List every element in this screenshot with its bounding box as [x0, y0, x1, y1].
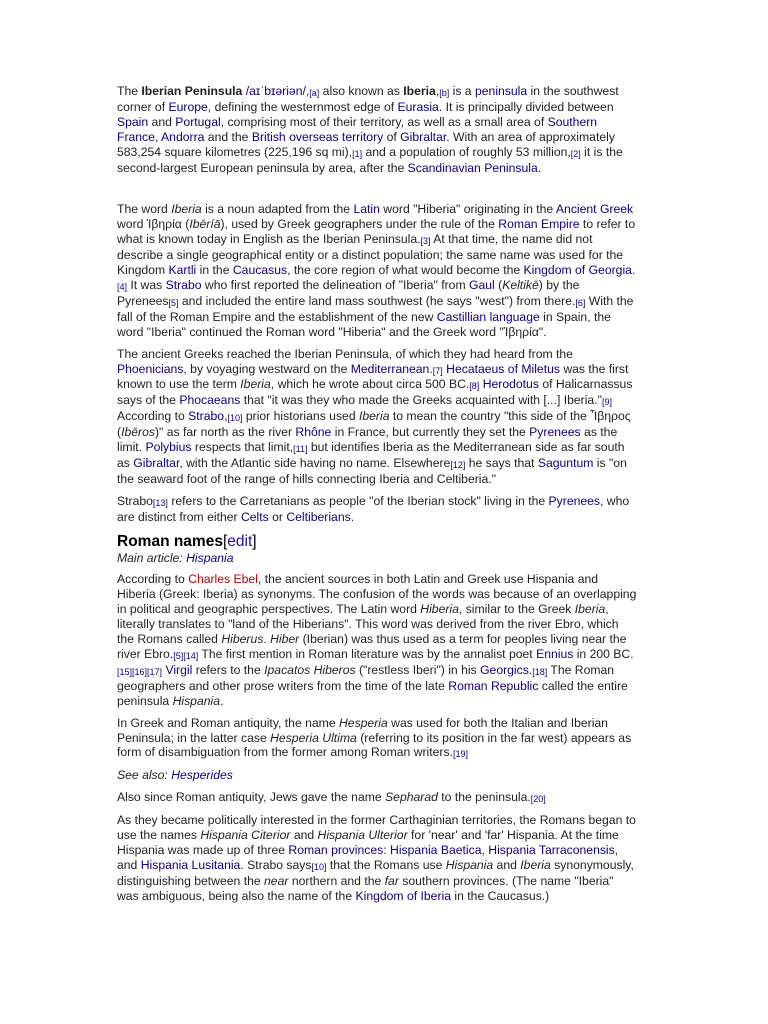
text-run: According to [117, 409, 189, 424]
text-run: , [154, 129, 162, 144]
text-run: . [631, 263, 636, 278]
text-run: . [263, 632, 271, 647]
link-strabo[interactable]: Strabo [165, 277, 202, 292]
italic-text: Ibēríā [189, 217, 221, 232]
main-article-link[interactable]: Hispania [186, 550, 234, 565]
text-run: , by voyaging westward on the [183, 361, 351, 376]
text-run: to refer to what is known today in English as the Iberian Peninsula. [117, 217, 636, 247]
italic-text: far [384, 873, 399, 888]
text-run: and [493, 857, 521, 872]
text-run: At that time, the name did not describe a single geographical entity or a distinct population; the same name was used for the Kingdom [117, 232, 624, 278]
text-run: for 'near' and 'far' Hispania. At the time Hispania was made up of three [117, 828, 619, 857]
link-hispania-tarraconensis[interactable]: Hispania Tarraconensis [488, 842, 615, 857]
text-run: is a noun adapted from the [201, 202, 354, 217]
text-run: and the [204, 129, 252, 144]
italic-text: Ipacatos Hiberos [264, 662, 356, 677]
text-run: . [537, 160, 542, 175]
link-roman-provinces[interactable]: Roman provinces [288, 842, 384, 857]
link-virgil[interactable]: Virgil [165, 662, 193, 677]
text-run: Also since Roman antiquity, Jews gave the name [117, 790, 386, 805]
link-british-overseas-territory[interactable]: British overseas territory [251, 129, 384, 144]
link-latin[interactable]: Latin [353, 202, 380, 217]
link-gibraltar[interactable]: Gibraltar [133, 455, 180, 470]
section-heading-roman-names [117, 532, 637, 551]
citation-ref[interactable]: [3] [420, 236, 431, 247]
citation-ref[interactable]: [2] [570, 148, 581, 159]
link-mediterranean[interactable]: Mediterranean [350, 361, 430, 376]
italic-text: Hiber [270, 632, 300, 647]
text-run: ), used by Greek geographers under the rule of the [220, 217, 499, 232]
citation-ref[interactable]: [17] [147, 666, 163, 677]
edit-bracket-open: [ [222, 532, 228, 550]
see-also-hatnote [117, 768, 637, 783]
italic-text: Iberia [240, 377, 271, 392]
text-run: to the peninsula. [437, 790, 531, 805]
text-run: , which he wrote about circa 500 BC. [270, 377, 470, 392]
link-scandinavian-peninsula[interactable]: Scandinavian Peninsula [407, 160, 538, 175]
italic-text: Iberia [520, 857, 551, 872]
text-run: , comprising most of their territory, as well as a small area of [220, 114, 548, 129]
link-charles-ebel[interactable]: Charles Ebel [188, 572, 258, 587]
text-run: As they became politically interested in the former Carthaginian territories, the Romans began to use the names [117, 813, 636, 843]
text-run: In Greek and Roman antiquity, the name [117, 715, 339, 730]
citation-ref[interactable]: [1] [352, 148, 363, 159]
link-ancient-greek[interactable]: Ancient Greek [555, 202, 634, 217]
italic-text: Keltikē [502, 277, 539, 292]
citation-ref[interactable]: [15] [117, 666, 133, 677]
main-article-hatnote [117, 551, 637, 566]
link-gibraltar[interactable]: Gibraltar [400, 129, 447, 144]
italic-text: Hispania Ulterior [317, 828, 408, 843]
see-also-link[interactable]: Hesperides [171, 768, 233, 783]
text-run: prior historians used [242, 409, 359, 424]
italic-text: near [264, 873, 289, 888]
link-portugal[interactable]: Portugal [175, 114, 221, 129]
paragraph-carretanians [117, 494, 637, 525]
link-spain[interactable]: Spain [117, 114, 149, 129]
citation-ref[interactable]: [5] [173, 651, 184, 661]
text-run: to mean the country "this side of the Ἶβηρος ( [117, 409, 631, 440]
text-run: , similar to the Greek [458, 602, 575, 617]
link-gaul[interactable]: Gaul [468, 277, 495, 292]
citation-ref[interactable]: [6] [575, 297, 586, 308]
link-pyrenees[interactable]: Pyrenees [548, 493, 601, 508]
text-run: The word [117, 202, 172, 217]
text-run: synonymously, distinguishing between the [117, 857, 634, 888]
text-run: word "Hiberia" originating in the [379, 202, 556, 217]
paragraph-sepharad [117, 790, 637, 806]
text-run: and included the entire land mass southwest (he says "west") from there. [178, 293, 576, 308]
link-polybius[interactable]: Polybius [145, 440, 192, 455]
text-run: word Ἰβηρία ( [117, 217, 190, 232]
citation-ref[interactable]: [5] [168, 297, 179, 308]
text-run: in 200 BC. [573, 647, 634, 661]
text-run: , [435, 84, 440, 98]
link-eurasia[interactable]: Eurasia [397, 99, 439, 114]
text-run: , the ancient sources in both Latin and Greek use Hispania and Hiberia (Greek: Iberia) as synonyms. The confusion of the words was because of an overlapping in political and geographic perspectives. The Latin word [117, 572, 637, 617]
link-southern-france[interactable]: Southern France [117, 114, 598, 144]
citation-ref[interactable]: [10] [227, 413, 243, 424]
link-kingdom-of-georgia[interactable]: Kingdom of Georgia [523, 263, 632, 278]
link-herodotus[interactable]: Herodotus [482, 377, 539, 392]
text-run: (referring to its position in the far west) appears as form of disambiguation from the former among Roman writers. [117, 730, 632, 760]
text-run: of [383, 129, 401, 144]
text-run: , [224, 409, 228, 424]
text-run: in Spain, the word "Iberia" continued the Roman word "Hiberia" and the Greek word "Ἰβηρία". [117, 309, 611, 339]
citation-ref[interactable]: [13] [152, 497, 168, 508]
link-saguntum[interactable]: Saguntum [537, 455, 594, 470]
text-run: in the [196, 263, 233, 278]
text-run: ( [494, 277, 503, 292]
text-run: . It is principally divided between [438, 99, 614, 114]
text-run: ("restless Iberi") in his [355, 662, 481, 677]
italic-text: Iberia [171, 202, 202, 217]
text-run: , defining the westernmost edge of [207, 99, 398, 114]
citation-ref[interactable]: [b] [439, 88, 450, 98]
text-run: as the limit. [117, 425, 618, 455]
citation-ref[interactable]: [a] [309, 88, 320, 98]
paragraph-hesperia [117, 716, 637, 762]
paragraph-etymology [117, 202, 637, 339]
text-run: in France, but currently they set the [331, 425, 530, 440]
hatnote-prefix: Main article: [117, 550, 187, 565]
link-europe[interactable]: Europe [168, 99, 208, 114]
paragraph-greeks [117, 347, 637, 487]
citation-ref[interactable]: [19] [452, 749, 468, 760]
link-hecataeus-of-miletus[interactable]: Hecataeus of Miletus [446, 361, 560, 376]
text-run: was the first known to use the term [117, 361, 629, 392]
text-run: it is the second-largest European peninsula by area, after the [117, 144, 623, 175]
text-run: , [305, 84, 310, 98]
link-roman-empire[interactable]: Roman Empire [498, 217, 580, 232]
citation-ref[interactable]: [14] [183, 651, 199, 661]
text-run: , who are distinct from either [117, 493, 630, 524]
text-run: , the core region of what would become the [287, 263, 524, 278]
text-run: refers to the [192, 662, 265, 677]
link-strabo[interactable]: Strabo [188, 409, 225, 424]
bold-term: Iberian Peninsula [141, 84, 243, 98]
italic-text: Hispania [445, 857, 494, 872]
text-run: and [148, 114, 176, 129]
text-run: . [220, 693, 224, 708]
text-run: or [268, 509, 287, 524]
text-run: With the fall of the Roman Empire and the establishment of the new [117, 293, 634, 324]
citation-ref[interactable]: [12] [450, 459, 466, 470]
text-run: The first mention in Roman literature was by the annalist poet [198, 647, 537, 661]
link-ennius[interactable]: Ennius [536, 647, 574, 661]
italic-text: Hispania Citerior [200, 828, 291, 843]
text-run: in the Caucasus.) [451, 888, 550, 903]
italic-text: Iberia [358, 409, 390, 424]
bold-term: Iberia [403, 84, 436, 98]
text-run: was used for both the Italian and Iberian Peninsula; in the latter case [117, 715, 608, 745]
text-run: According to [117, 572, 189, 587]
text-run: It was [127, 277, 166, 292]
link-caucasus[interactable]: Caucasus [232, 263, 288, 278]
paragraph-ebel [117, 572, 637, 708]
text-run: The ancient Greeks reached the Iberian Peninsula, of which they had heard from the [117, 346, 573, 361]
link-phocaeans[interactable]: Phocaeans [179, 393, 241, 408]
late-section [117, 790, 637, 903]
citation-ref[interactable]: [4] [117, 281, 128, 292]
text-run: , with the Atlantic side having no name. Elsewhere [179, 455, 451, 470]
text-run: of Halicarnassus says of the [117, 377, 633, 408]
link-pyrenees[interactable]: Pyrenees [529, 425, 581, 440]
text-run: in the southwest corner of [117, 84, 619, 114]
text-run: that "it was they who made the Greeks acquainted with [...] Iberia." [240, 393, 602, 408]
text-run: , [481, 842, 489, 857]
link-andorra[interactable]: Andorra [161, 129, 205, 144]
text-run: . [528, 662, 533, 677]
text-run: called the entire peninsula [117, 678, 628, 708]
italic-text: Hispania [172, 693, 221, 708]
edit-bracket-close: ] [252, 532, 257, 550]
intro-section [117, 84, 637, 525]
link-roman-republic[interactable]: Roman Republic [448, 678, 539, 693]
link-phoenicians[interactable]: Phoenicians [117, 361, 184, 376]
text-run: refers to the Carretanians as people "of the Iberian stock" living in the [167, 493, 549, 508]
section-title: Roman names [117, 532, 223, 550]
text-run: . [350, 509, 355, 524]
text-run: is "on the seaward foot of the range of hills connecting Iberia and Celtiberia." [117, 455, 627, 486]
text-run: respects that limit, [191, 440, 294, 455]
text-run: , literally translates to "land of the Hiberians". This word was derived from the river Ebro, which the Romans called [117, 602, 619, 647]
text-run: but identifies Iberia as the Mediterranean side as far south as [117, 440, 625, 470]
text-run: he says that [465, 455, 538, 470]
link-hispania-lusitania[interactable]: Hispania Lusitania [140, 857, 241, 872]
citation-ref[interactable]: [8] [469, 381, 480, 392]
text-run: (Iberian) was thus used as a term for peoples living near the river Ebro. [117, 632, 627, 661]
text-run: also known as [319, 84, 404, 98]
roman-names-section [117, 572, 637, 761]
text-run: : [383, 842, 391, 857]
paragraph-provinces [117, 813, 637, 903]
text-run: ) by the Pyrenees [117, 277, 580, 308]
text-run: and a population of roughly 53 million, [362, 144, 571, 159]
text-run: Strabo [117, 493, 153, 508]
citation-ref[interactable]: [18] [532, 666, 548, 677]
text-run: northern and the [288, 873, 385, 888]
italic-text: Ibēros [121, 425, 155, 440]
text-run: southern provinces. (The name "Iberia" was ambiguous, being also the name of the [117, 873, 614, 903]
link-peninsula[interactable]: peninsula [474, 84, 528, 98]
link-rh-ne[interactable]: Rhône [295, 425, 332, 440]
citation-ref[interactable]: [9] [601, 397, 612, 408]
edit-link[interactable]: edit [227, 532, 253, 550]
italic-text: Hiberia [420, 602, 459, 617]
italic-text: Iberia [574, 602, 606, 617]
text-run: and [290, 828, 318, 843]
text-run: . Strabo says [240, 857, 312, 872]
link-kartli[interactable]: Kartli [168, 263, 197, 278]
italic-text: Sepharad [385, 790, 438, 805]
italic-text: Hiberus [221, 632, 264, 647]
text-run: . [429, 361, 433, 376]
link-a-b-ri-n[interactable]: /aɪˈbɪəriən/ [242, 84, 306, 98]
link-georgics[interactable]: Georgics [480, 662, 529, 677]
text-run: The Roman geographers and other prose writers from the time of the late [117, 662, 615, 693]
see-also-prefix: See also: [117, 768, 172, 783]
citation-ref[interactable]: [11] [293, 444, 308, 455]
text-run: is a [449, 84, 475, 98]
italic-text: Hesperia [338, 715, 388, 730]
link-castillian-language[interactable]: Castillian language [436, 309, 540, 324]
citation-ref[interactable]: [10] [311, 861, 327, 872]
link-celts[interactable]: Celts [240, 509, 269, 524]
link-kingdom-of-iberia[interactable]: Kingdom of Iberia [355, 888, 452, 903]
text-run: , and [117, 842, 619, 872]
text-run: that the Romans use [326, 857, 446, 872]
text-run: . With an area of approximately 583,254 square kilometres (225,196 sq mi), [117, 129, 615, 159]
link-hispania-baetica[interactable]: Hispania Baetica [390, 842, 482, 857]
citation-ref[interactable]: [16] [132, 666, 148, 677]
text-run: )" as far north as the river [154, 425, 296, 440]
text-run: The [117, 84, 142, 98]
article-body [117, 84, 637, 911]
link-celtiberians[interactable]: Celtiberians [286, 509, 351, 524]
text-run: who first reported the delineation of "Iberia" from [201, 277, 469, 292]
italic-text: Hesperia Ultima [270, 730, 357, 745]
citation-ref[interactable]: [7] [432, 365, 443, 376]
citation-ref[interactable]: [20] [530, 794, 546, 805]
paragraph-intro [117, 84, 637, 175]
